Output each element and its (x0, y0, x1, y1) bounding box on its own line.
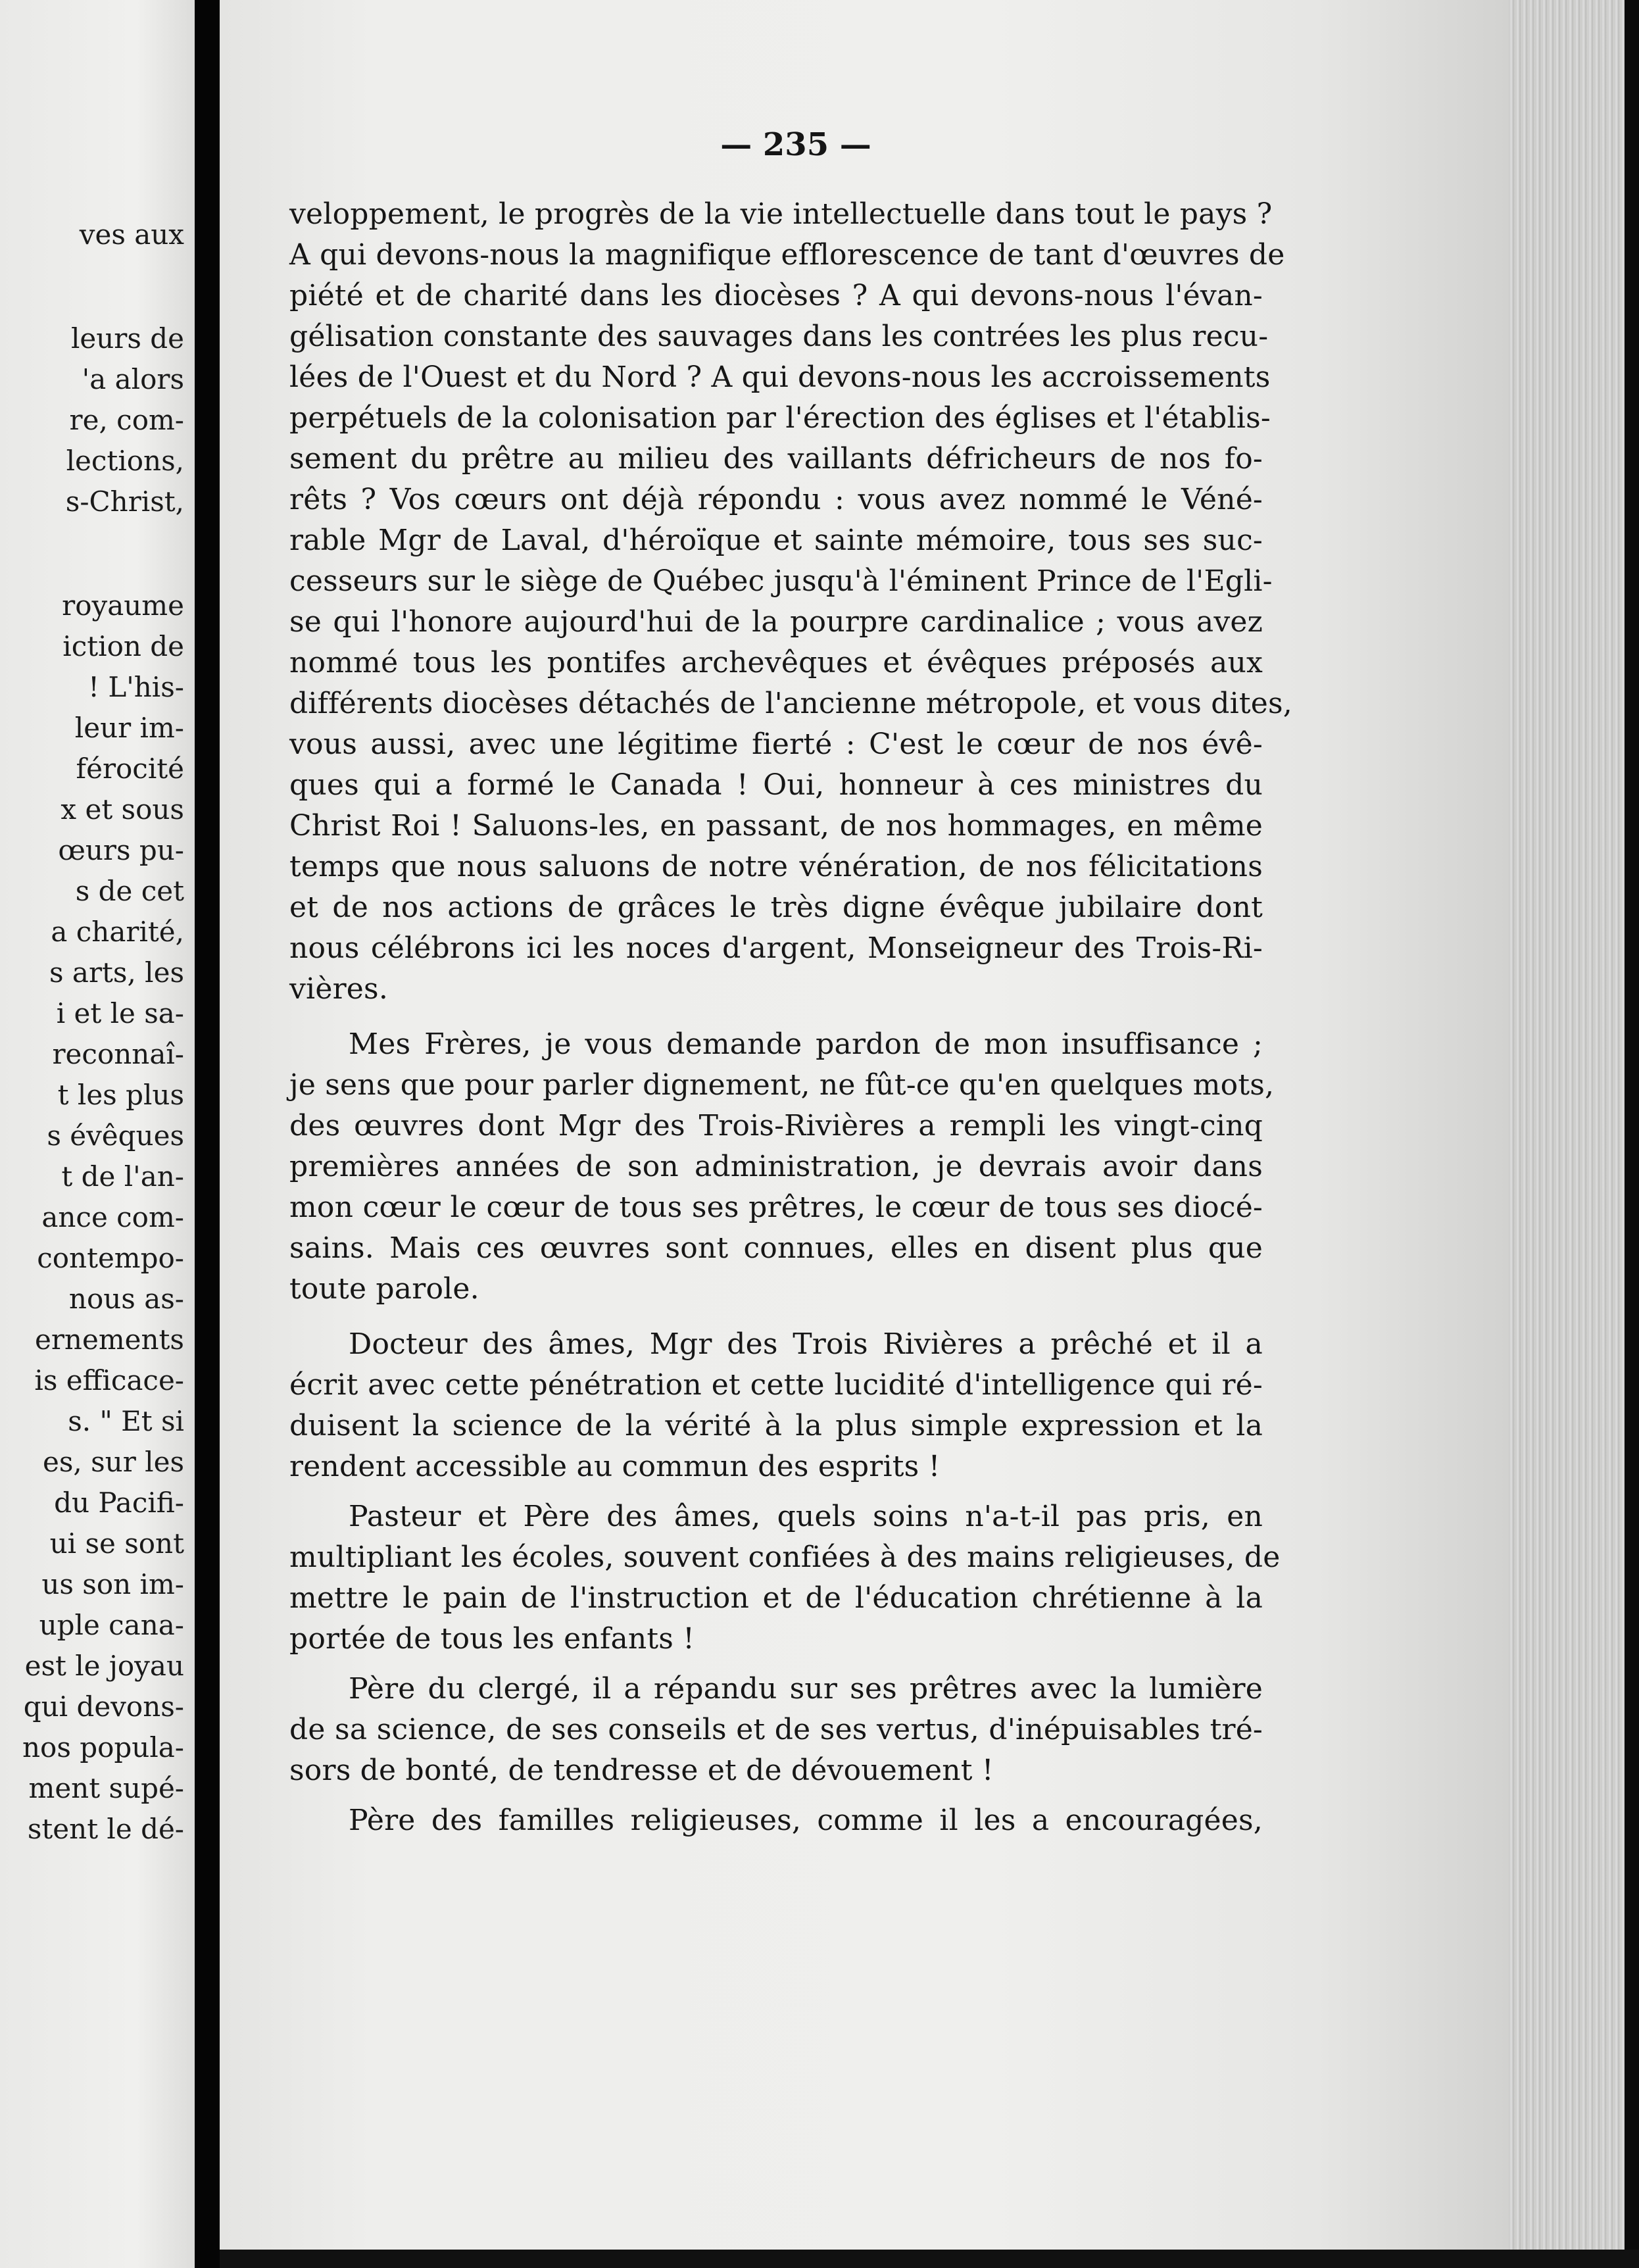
left-line: ! L'his- (88, 671, 184, 703)
left-line: t de l'an- (61, 1160, 184, 1193)
left-line: re, com- (69, 404, 184, 436)
text-line: rendent accessible au commun des esprits ! (289, 1450, 941, 1483)
text-line: lées de l'Ouest et du Nord ? A qui devons-nous les accroissements (289, 360, 1271, 394)
left-line: t les plus (57, 1079, 184, 1111)
scan-border-bottom (220, 2250, 1639, 2268)
text-line: duisent la science de la vérité à la plus simple expression et la (289, 1409, 1263, 1442)
left-line: lections, (66, 445, 184, 477)
left-line: us son im- (41, 1568, 184, 1600)
text-line: différents diocèses détachés de l'ancienne métropole, et vous dites, (289, 687, 1292, 720)
left-line: s évêques (47, 1120, 184, 1152)
left-line: ance com- (41, 1201, 184, 1233)
text-line: nous célébrons ici les noces d'argent, Monseigneur des Trois-Ri- (289, 931, 1263, 965)
text-line: et de nos actions de grâces le très digne évêque jubilaire dont (289, 891, 1263, 924)
left-line: s arts, les (49, 956, 184, 989)
text-line: premières années de son administration, je devrais avoir dans (289, 1150, 1263, 1183)
previous-page-fragment (0, 0, 195, 2268)
text-line: multipliant les écoles, souvent confiées à des mains religieuses, de (289, 1541, 1281, 1574)
text-line: perpétuels de la colonisation par l'érection des églises et l'établis- (289, 401, 1271, 435)
left-line: nos popula- (22, 1731, 184, 1763)
left-line: nous as- (68, 1283, 184, 1315)
text-line: je sens que pour parler dignement, ne fût-ce qu'en quelques mots, (289, 1068, 1275, 1102)
left-line: royaume (62, 589, 184, 622)
left-line: es, sur les (43, 1446, 184, 1478)
text-line: Christ Roi ! Saluons-les, en passant, de nos hommages, en même (289, 809, 1263, 843)
text-line: nommé tous les pontifes archevêques et évêques préposés aux (289, 646, 1263, 679)
left-line: iction de (62, 630, 184, 662)
left-line: ui se sont (49, 1527, 184, 1560)
text-line: Père des familles religieuses, comme il les a encouragées, (349, 1804, 1263, 1837)
left-line: uple cana- (39, 1609, 184, 1641)
text-line: sement du prêtre au milieu des vaillants défricheurs de nos fo- (289, 442, 1263, 476)
book-gutter (195, 0, 220, 2268)
text-line: gélisation constante des sauvages dans les contrées les plus recu- (289, 320, 1269, 353)
text-line: ques qui a formé le Canada ! Oui, honneur à ces ministres du (289, 768, 1263, 802)
left-line: 'a alors (82, 363, 184, 395)
left-line: ernements (34, 1323, 184, 1356)
text-line: toute parole. (289, 1272, 479, 1306)
text-line: Mes Frères, je vous demande pardon de mon insuffisance ; (349, 1027, 1263, 1061)
text-line: mettre le pain de l'instruction et de l'éducation chrétienne à la (289, 1581, 1263, 1615)
text-line: mon cœur le cœur de tous ses prêtres, le cœur de tous ses diocé- (289, 1191, 1263, 1224)
text-line: Père du clergé, il a répandu sur ses prêtres avec la lumière (349, 1672, 1263, 1706)
left-line: qui devons- (23, 1690, 184, 1723)
left-line: i et le sa- (56, 997, 184, 1029)
left-line: contempo- (37, 1242, 184, 1274)
left-line: leur im- (74, 712, 184, 744)
text-line: rable Mgr de Laval, d'héroïque et sainte mémoire, tous ses suc- (289, 524, 1263, 557)
scan-border-right (1625, 0, 1639, 2268)
text-line: sains. Mais ces œuvres sont connues, elles en disent plus que (289, 1231, 1263, 1265)
left-line: leurs de (70, 322, 184, 355)
text-line: écrit avec cette pénétration et cette lucidité d'intelligence qui ré- (289, 1368, 1263, 1402)
left-line: reconnaî- (52, 1038, 184, 1070)
left-line: s-Christ, (65, 485, 184, 518)
text-line: portée de tous les enfants ! (289, 1622, 695, 1656)
left-line: x et sous (61, 793, 184, 826)
text-line: de sa science, de ses conseils et de ses vertus, d'inépuisables tré- (289, 1713, 1263, 1746)
text-line: temps que nous saluons de notre vénération, de nos félicitations (289, 850, 1263, 883)
left-line: s. " Et si (68, 1405, 184, 1437)
text-line: rêts ? Vos cœurs ont déjà répondu : vous avez nommé le Véné- (289, 483, 1263, 516)
text-line: vières. (289, 972, 389, 1006)
text-line: veloppement, le progrès de la vie intellectuelle dans tout le pays ? (289, 197, 1273, 231)
text-line: Docteur des âmes, Mgr des Trois Rivières a prêché et il a (349, 1327, 1263, 1361)
text-line: se qui l'honore aujourd'hui de la pourpre cardinalice ; vous avez (289, 605, 1263, 639)
text-line: cesseurs sur le siège de Québec jusqu'à l'éminent Prince de l'Egli- (289, 564, 1273, 598)
left-line: œurs pu- (58, 834, 184, 866)
left-line: s de cet (75, 875, 184, 907)
left-line: férocité (76, 752, 184, 785)
text-line: des œuvres dont Mgr des Trois-Rivières a rempli les vingt-cinq (289, 1109, 1263, 1143)
left-line: du Pacifi- (54, 1487, 184, 1519)
left-line: a charité, (51, 916, 184, 948)
left-line: ves aux (79, 218, 184, 251)
left-line: ment supé- (28, 1772, 184, 1804)
text-line: vous aussi, avec une légitime fierté : C'est le cœur de nos évê- (289, 727, 1263, 761)
page-number: — 235 — (720, 126, 871, 163)
text-line: sors de bonté, de tendresse et de dévouement ! (289, 1754, 994, 1787)
left-line: is efficace- (34, 1364, 184, 1396)
text-line: A qui devons-nous la magnifique efflorescence de tant d'œuvres de (289, 238, 1285, 272)
page-edges (1509, 0, 1625, 2250)
text-line: Pasteur et Père des âmes, quels soins n'a-t-il pas pris, en (349, 1500, 1263, 1533)
left-line: est le joyau (24, 1650, 184, 1682)
left-line: stent le dé- (27, 1813, 184, 1845)
text-line: piété et de charité dans les diocèses ? A qui devons-nous l'évan- (289, 279, 1263, 312)
